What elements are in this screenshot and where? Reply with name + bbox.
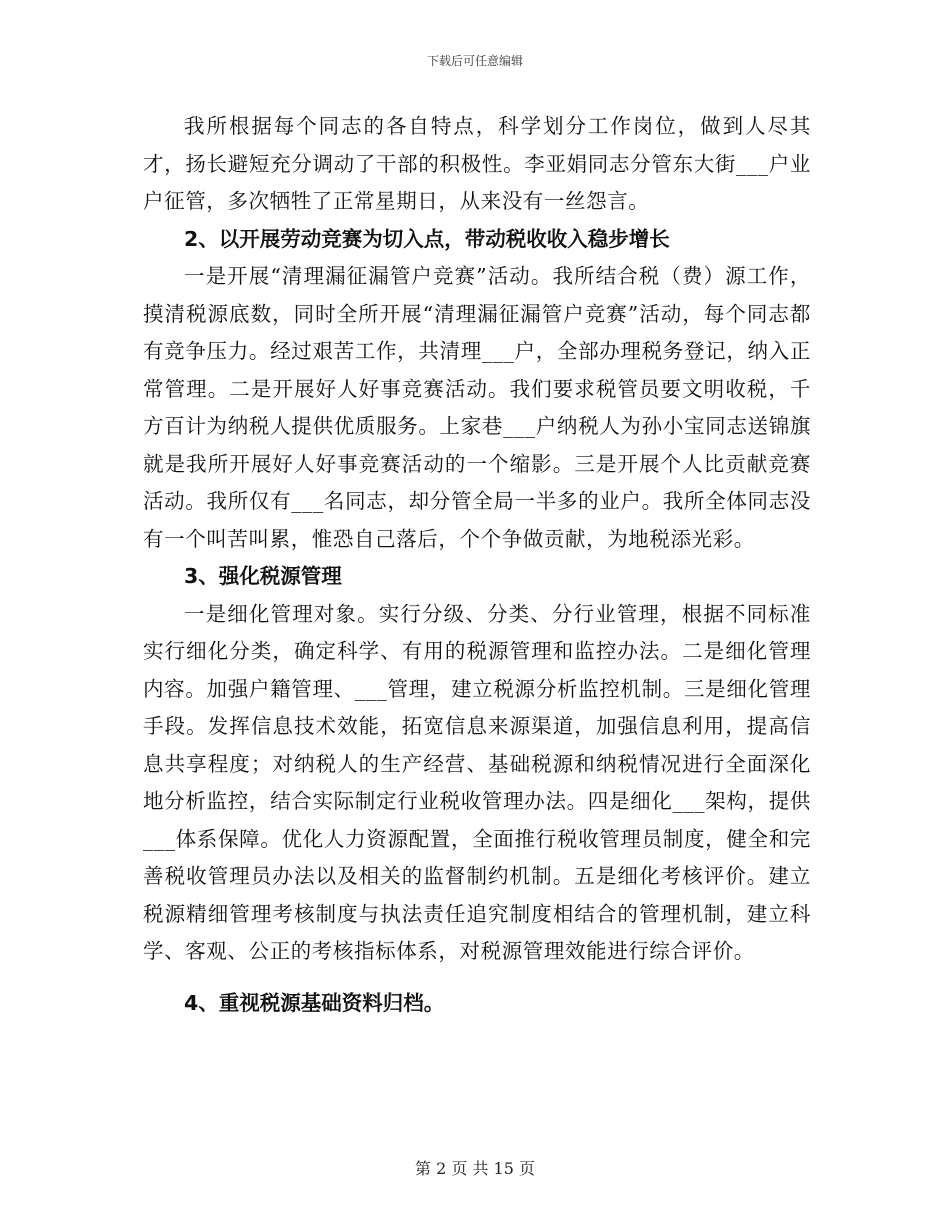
page-footer: 第 2 页 共 15 页	[415, 1159, 535, 1178]
page-header: 下载后可任意编辑	[426, 54, 523, 68]
section-heading-3: 3、强化税源管理	[184, 564, 342, 588]
section-heading-4: 4、重视税源基础资料归档。	[184, 990, 445, 1015]
section-heading-2: 2、以开展劳动竞赛为切入点，带动税收收入稳步增长	[184, 226, 670, 251]
document-body	[143, 108, 811, 1022]
paragraph-3: 一是细化管理对象。实行分级、分类、分行业管理，根据不同标准实行细化分类，确定科学、有用的税源管理和监控办法。二是细化管理内容。加强户籍管理、___管理，建立税源分析监控机制。三是细化管理手段。发挥信息技术效能，拓宽信息来源渠道，加强信息利用，提高信息共享程度；对纳税人的生产经营、基础税源和纳税情况进行全面深化地分析监控，结合实际制定行业税收管理办法。四是细化___架构，提供___体系保障。优化人力资源配置，全面推行税收管理员制度，健全和完善税收管理员办法以及相关的监督制约机制。五是细化考核评价。建立税源精细管理考核制度与执法责任追究制度相结合的管理机制，建立科学、客观、公正的考核指标体系，对税源管理效能进行综合评价。	[143, 601, 811, 963]
paragraph-2: 一是开展“清理漏征漏管户竞赛”活动。我所结合税（费）源工作，摸清税源底数，同时全所开展“清理漏征漏管户竞赛”活动，每个同志都有竞争压力。经过艰苦工作，共清理___户，全部办理税务登记，纳入正常管理。二是开展好人好事竞赛活动。我们要求税管员要文明收税，千方百计为纳税人提供优质服务。上家巷___户纳税人为孙小宝同志送锦旗就是我所开展好人好事竞赛活动的一个缩影。三是开展个人比贡献竞赛活动。我所仅有___名同志，却分管全局一半多的业户。我所全体同志没有一个叫苦叫累，惟恐自己落后，个个争做贡献，为地税添光彩。	[143, 264, 811, 551]
paragraph-1: 我所根据每个同志的各自特点，科学划分工作岗位，做到人尽其才，扬长避短充分调动了干部的积极性。李亚娟同志分管东大街___户业户征管，多次牺牲了正常星期日，从来没有一丝怨言。	[143, 114, 811, 213]
